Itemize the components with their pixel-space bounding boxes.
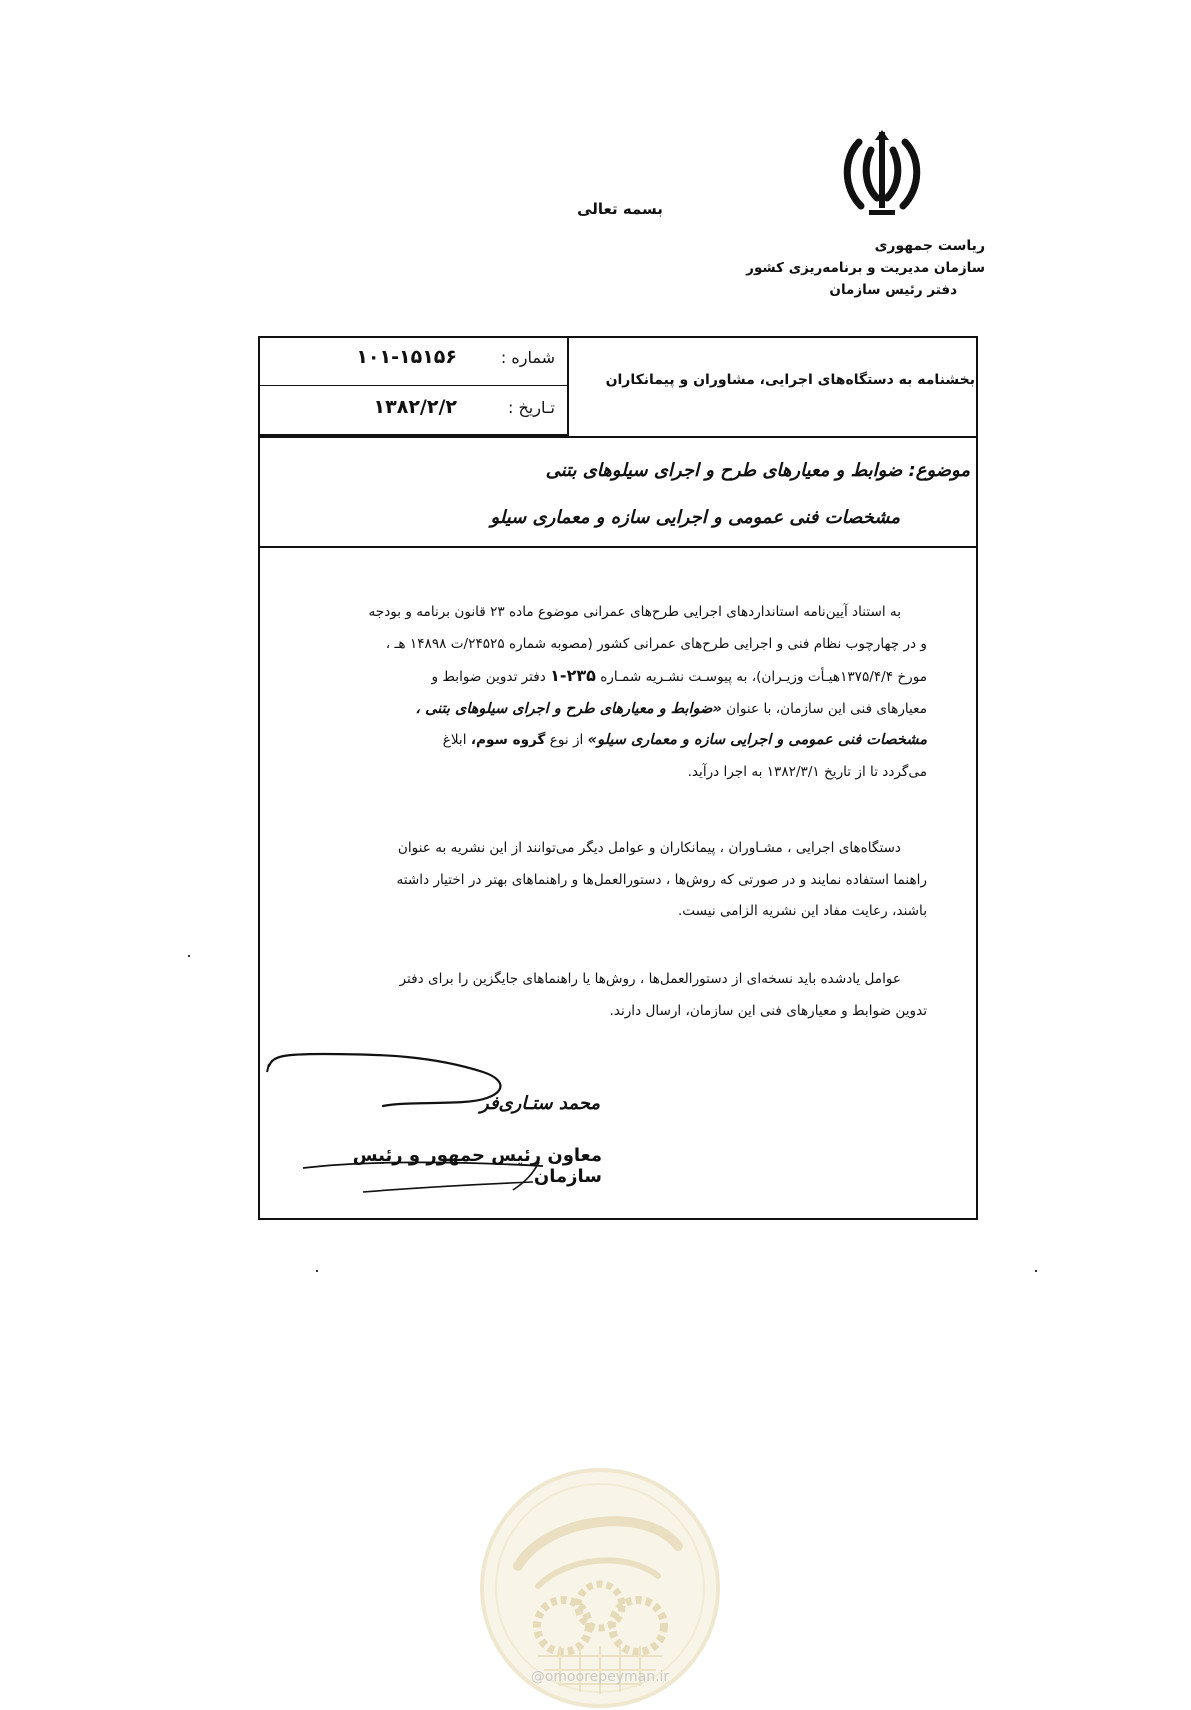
body-line: راهنما استفاده نمایند و در صورتی که روش‌ها ، دستورالعمل‌ها و راهنماهای بهتر در اختیار داشته <box>396 871 927 888</box>
publication-title-cont: مشخصات فنی عمومی و اجرایی سازه و معماری سیلو» <box>587 732 927 748</box>
body-line: و در چهارچوب نظام فنی و اجرایی طرح‌های عمرانی کشور (مصوبه شماره ۲۴۵۲۵/ت ۱۴۸۹۸ هـ ، <box>385 635 927 652</box>
publication-title: «ضوابط و معیارهای طرح و اجرای سیلوهای بتنی ، <box>415 700 722 717</box>
body-line: معیارهای فنی این سازمان، با عنوان «ضوابط و معیارهای طرح و اجرای سیلوهای بتنی ، <box>415 700 927 717</box>
scan-speck <box>188 955 190 957</box>
issuer-block <box>740 235 985 301</box>
body-line: به استناد آیین‌نامه استانداردهای اجرایی طرح‌های عمرانی موضوع ماده ۲۳ قانون برنامه و بودجه <box>368 604 901 620</box>
body-paragraph-3 <box>287 964 927 1027</box>
subject-line <box>300 460 970 481</box>
body-line: عوامل یادشده باید نسخه‌ای از دستورالعمل‌ها ، روش‌ها یا راهنماهای جایگزین را برای دفتر <box>399 971 901 987</box>
body-line: باشند، رعایت مفاد این نشریه الزامی نیست. <box>677 903 927 919</box>
body-line: مشخصات فنی عمومی و اجرایی سازه و معماری سیلو» از نوع گروه سوم، ابلاغ <box>442 732 927 748</box>
number-value: ۱۰۱-۱۵۱۵۶ <box>356 346 457 368</box>
body-line: تدوین ضوابط و معیارهای فنی این سازمان، ارسال دارند. <box>609 1002 927 1019</box>
publication-number: ۲۳۵-۱ <box>550 666 596 685</box>
signer-name: محمد ستـاری‌فر <box>480 1093 600 1114</box>
publication-group: گروه سوم، <box>470 732 546 748</box>
issuer-line-presidency: ریاست جمهوری <box>874 238 985 254</box>
date-label: تـاریخ : <box>508 398 555 417</box>
divider <box>258 436 978 438</box>
number-label: شماره : <box>500 348 555 367</box>
body-line: دستگاه‌های اجرایی ، مشـاوران ، پیمانکاران و عوامل دیگر می‌توانند از این نشریه به عنوان <box>397 840 901 856</box>
scan-speck <box>316 1270 318 1272</box>
circular-recipients: بخشنامه به دستگاه‌های اجرایی، مشاوران و پیمانکاران <box>605 372 975 388</box>
reference-box <box>258 336 569 436</box>
body-paragraph-2 <box>287 833 927 928</box>
date-value: ۱۳۸۲/۲/۲ <box>373 396 457 418</box>
iran-emblem-icon <box>839 128 925 220</box>
basmala: بسمه تعالی <box>577 200 663 218</box>
date-row <box>258 386 567 436</box>
scan-speck <box>1035 1270 1037 1272</box>
issuer-line-office: دفتر رئیس سازمان <box>829 282 957 298</box>
body-line: مورخ ۱۳۷۵/۴/۴هیـأت وزیـران)، به پیوسـت نشـریه شمـاره ۲۳۵-۱ دفتر تدوین ضوابط و <box>431 666 927 685</box>
body-line: می‌گردد تا از تاریخ ۱۳۸۲/۳/۱ به اجرا درآید. <box>687 763 927 780</box>
subject-subtitle: مشخصات فنی عمومی و اجرایی سازه و معماری سیلو <box>490 507 900 528</box>
divider <box>258 546 978 548</box>
issuer-line-organization: سازمان مدیریت و برنامه‌ریزی کشور <box>746 260 985 276</box>
number-row <box>258 336 567 386</box>
watermark-site: @omoorepeyman.ir <box>530 1669 670 1685</box>
subject-title: ضوابط و معیارهای طرح و اجرای سیلوهای بتنی <box>545 460 903 481</box>
body-paragraph-1 <box>287 597 927 788</box>
signer-title: معاون رئیس جمهور و رئیس سازمان <box>352 1145 602 1187</box>
subject-label: موضوع: <box>908 460 970 481</box>
